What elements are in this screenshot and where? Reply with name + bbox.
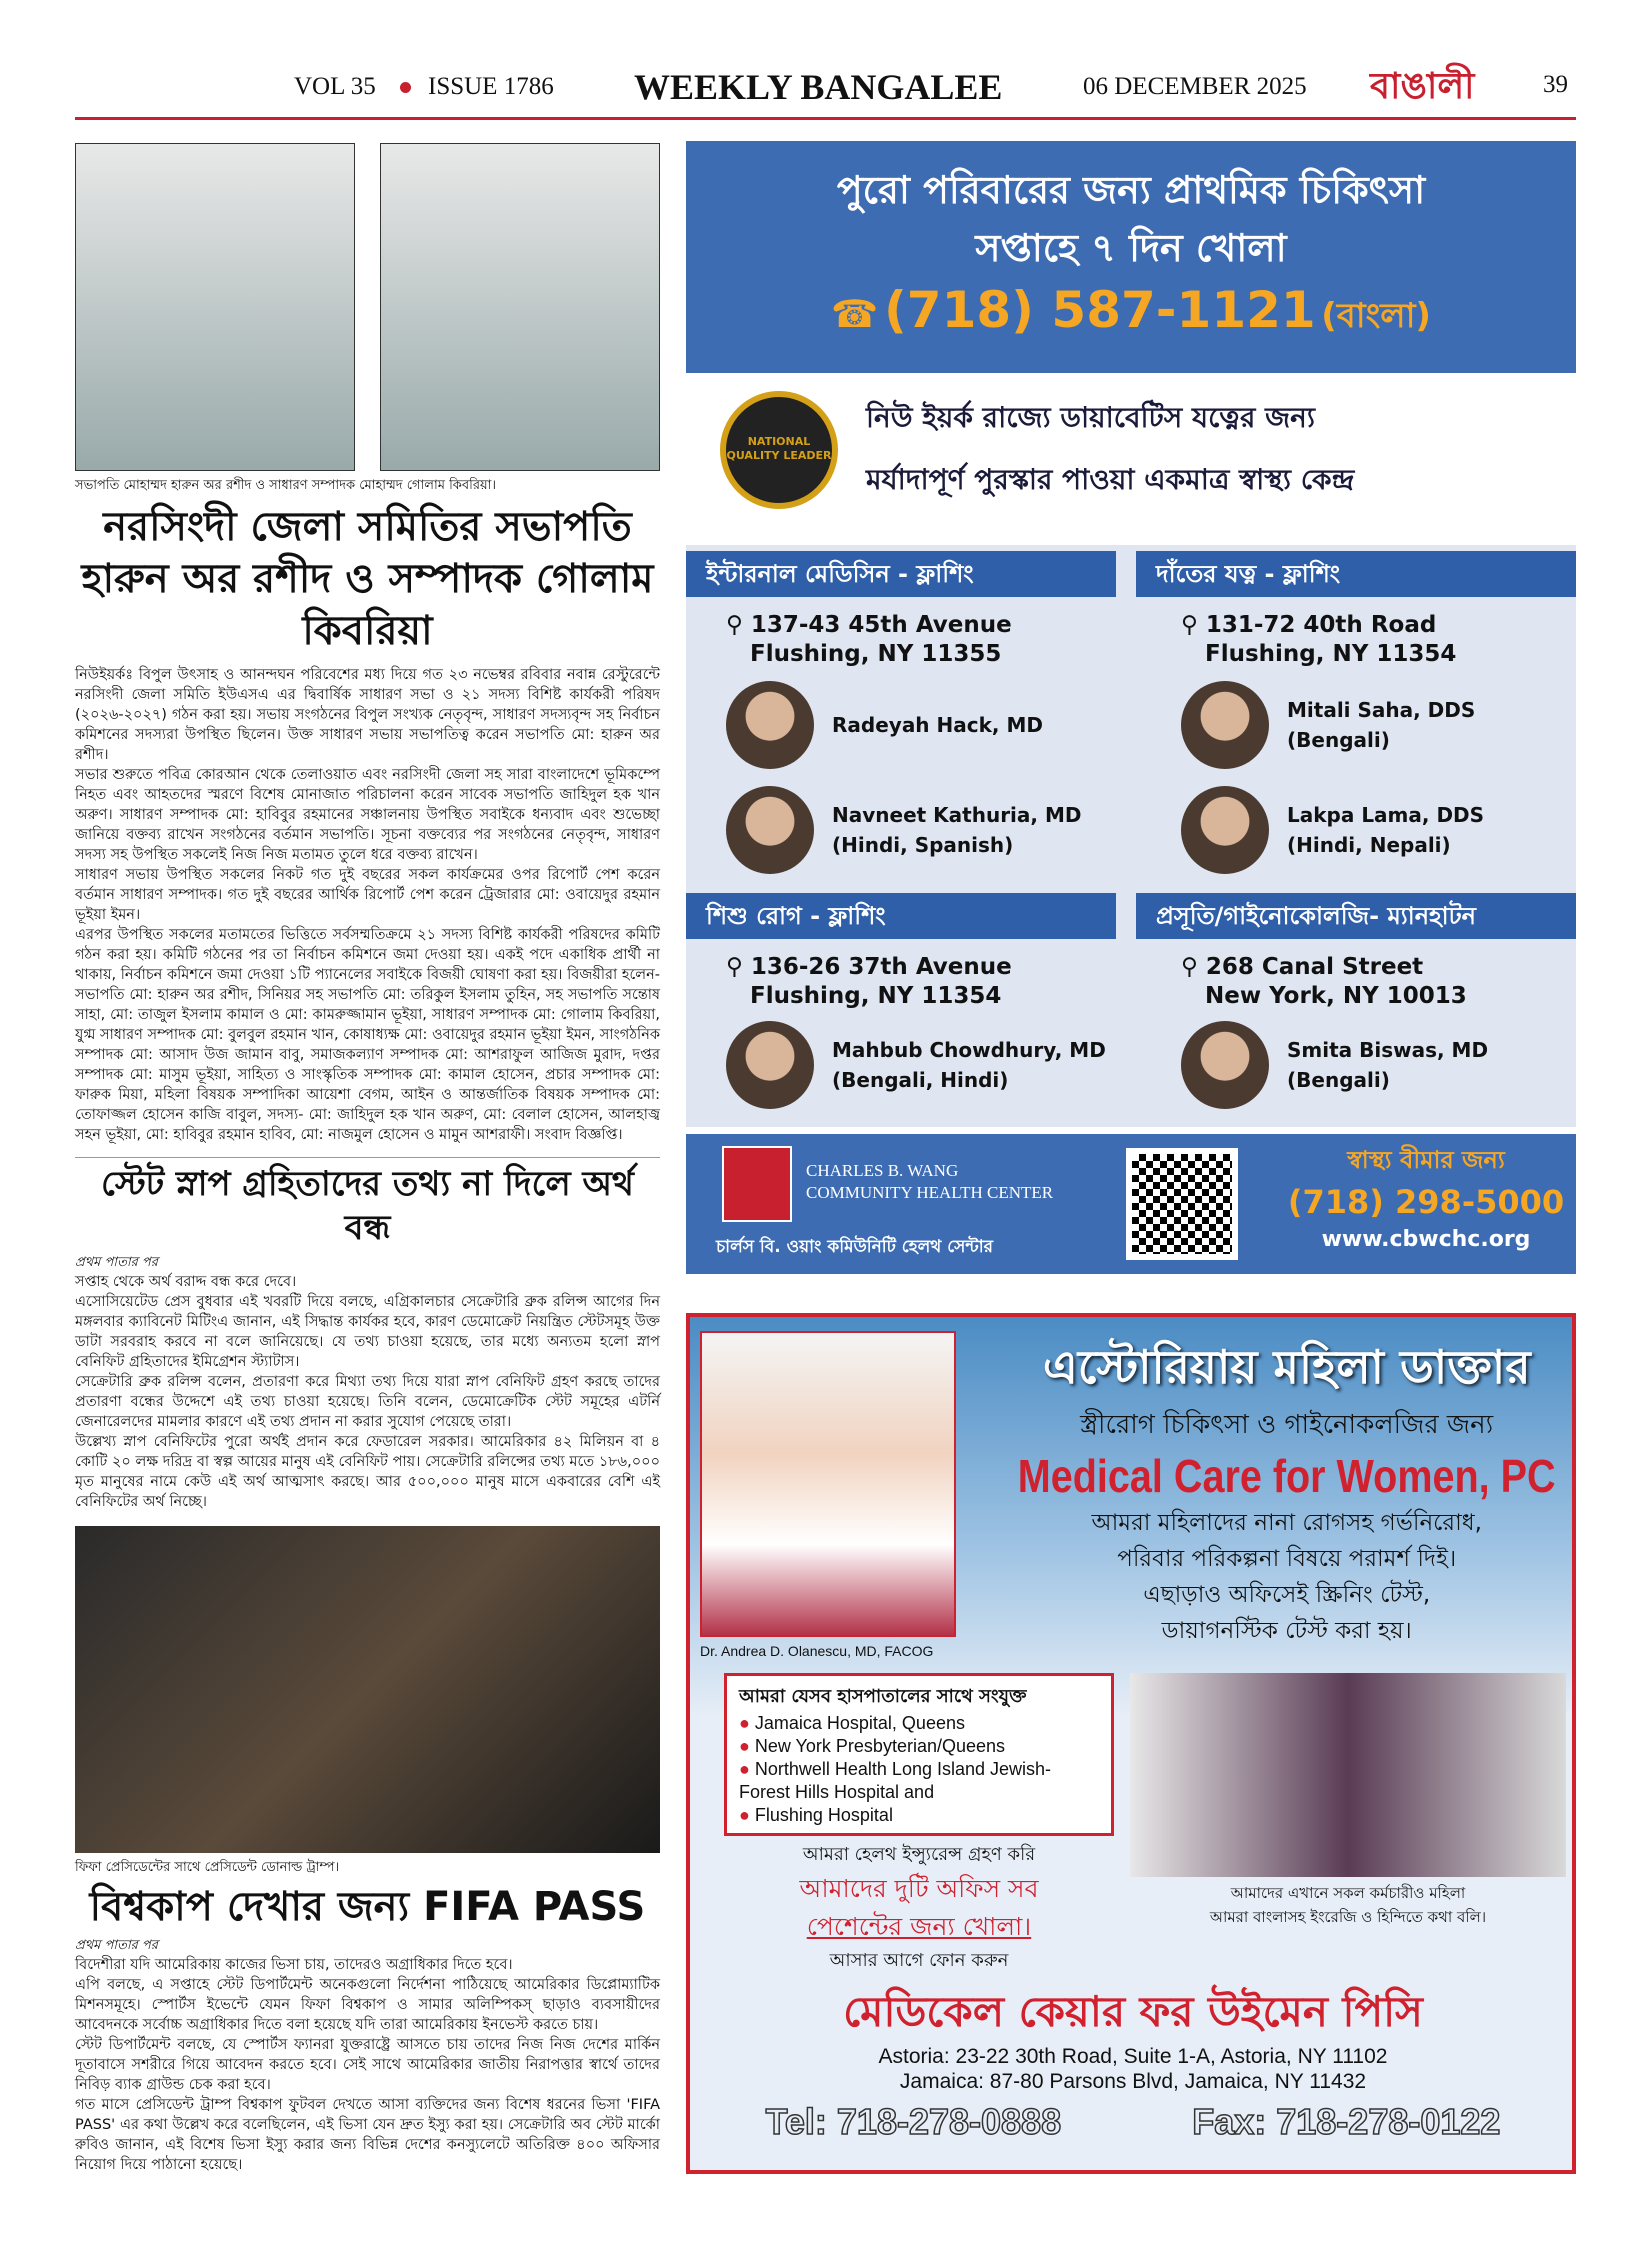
womens-care-ad [686,1313,1576,2174]
kicker: প্রথম পাতার পর [75,1255,158,1271]
section-obgyn: প্রসূতি/গাইনোকোলজি- ম্যানহাটন [1136,893,1576,939]
paragraph: সাধারণ সভায় উপস্থিত সকলের নিকট গত দুই বছরের সকল কার্যক্রমের ওপর রিপোর্ট পেশ করেন বর্তমান সাধারণ সম্পাদক। গত দুই বছরের আর্থিক রিপোর্ট পেশ করেন ট্রেজারার মো: ওবায়েদুর রহমান ভূইয়া ইমন। [75,867,660,923]
award-line1: নিউ ইয়র্ক রাজ্যে ডায়াবেটিস যত্নের জন্য [866,401,1316,434]
left-column [75,143,660,2175]
doctor-photo [1181,1021,1269,1109]
banner-line2: সপ্তাহে ৭ দিন খোলা [975,226,1287,270]
article-body [75,1254,660,1512]
hospital-item: ● New York Presbyterian/Queens [739,1736,1006,1756]
qr-code[interactable] [1126,1148,1238,1260]
ad-title: এস্টোরিয়ায় মহিলা ডাক্তার [1042,1340,1531,1394]
paper-name: WEEKLY BANGALEE [634,67,1003,107]
ad-subtitle: স্ত্রীরোগ চিকিৎসা ও গাইনোকলজির জন্য [1080,1410,1494,1440]
pin-icon: ⚲ [726,954,751,980]
headline: বিশ্বকাপ দেখার জন্য FIFA PASS [89,1884,646,1931]
bullet-dot [400,82,411,93]
section-internal-medicine: ইন্টারনাল মেডিসিন - ফ্লাশিং [686,551,1116,597]
address-internal: ⚲ 137-43 45th Avenue Flushing, NY 11355 [726,612,1012,667]
hospital-item: ● Jamaica Hospital, Queens [739,1713,965,1733]
photo-trump-fifa [75,1526,660,1853]
cbwchc-logo [722,1146,792,1222]
banner-phone[interactable]: (718) 587-1121 [883,281,1316,339]
volume: VOL 35 [294,73,376,100]
paragraph: স্টেট ডিপার্টমেন্ট বলছে, যে স্পোর্টস ফ্যানরা যুক্তরাষ্ট্রে আসতে চায় তাদের নিজ নিজ দেশের মার্কিন দূতাবাসে সশরীরে গিয়ে আবেদন করতে হবে। সেই সাথে আমেরিকার জাতীয় নিরাপত্তার স্বার্থে তাদের নিবিড় ব্যাক গ্রাউন্ড চেক করা হবে। [75,2037,660,2094]
doctor-photo [700,1331,956,1637]
footer-title: মেডিকেল কেয়ার ফর উইমেন পিসি [843,1987,1423,2036]
hospitals-box [724,1673,1114,1836]
doctor-card: Radeyah Hack, MD [726,681,1043,769]
page-number: 39 [1543,71,1568,98]
doctor-photo [726,786,814,874]
clinic-ad [686,141,1576,1274]
call-ahead: আসার আগে ফোন করুন [829,1950,1009,1971]
hospitals-title: আমরা যেসব হাসপাতালের সাথে সংযুক্ত [739,1686,1027,1707]
fax: Fax: 718-278-0122 [1192,2101,1501,2142]
logo: বাঙালী [1370,66,1475,107]
hospital-item: ● Northwell Health Long Island Jewish- Forest Hills Hospital and [739,1759,1052,1802]
doctor-card: Mitali Saha, DDS (Bengali) [1181,681,1475,769]
article-body [75,1937,660,2175]
paragraph: এরপর উপস্থিত সকলের মতামতের ভিত্তিতে সর্বসম্মতিক্রমে ২১ সদস্য বিশিষ্ট কার্যকরী পরিষদের কমিটি গঠন করা হয়। কমিটি গঠনের পর তা নির্বাচন কমিশনে জমা দেওয়া হয়। একই পদে একাধিক প্রার্থী না থাকায়, নির্বাচন কমিশনে জমা দেওয়া ১টি প্যানেলের সবাইকে বিজয়ী ঘোষণা করা হয়। বিজয়ীরা হলেন- সভাপতি মো: হারুন অর রশীদ, সিনিয়র সহ সভাপতি মো: তরিকুল ইসলাম তুহিন, সহ সভাপতি সন্তোষ সাহা, মো: তাজুল ইসলাম কামাল ও মো: কামরুজ্জামান ভূইয়া, সাধারণ সম্পাদক মো: গোলাম কিবরিয়া, যুগ্ম সাধারণ সম্পাদক মো: বুলবুল রহমান খান, কোষাধ্যক্ষ মো: ওবায়েদুর রহমান ভূইয়া ইমন, সাংগঠনিক সম্পাদক মো: আসাদ উজ জামান বাবু, সমাজকল্যাণ সম্পাদক মো: আশরাফুল আজিজ মুরাদ, দপ্তর সম্পাদক মো: মাসুম ভূইয়া, সাহিত্য ও সাংস্কৃতিক সম্পাদক মো: কামাল হোসেন, প্রচার সম্পাদক মো: ফারুক মিয়া, মহিলা বিষয়ক সম্পাদিকা আয়েশা বেগম, আইন ও আন্তর্জাতিক বিষয়ক সম্পাদক মো: তোফাজ্জল হোসেন কাজি বাবুল, সদস্য- মো: জাহিদুল হক খান অরুণ, মো: বেলাল হোসেন, আলহাজ্ব সহন ভূইয়া, মো: হাবিবুর রহমান হাবিব, মো: নাজমুল হোসেন ও মামুন আশরাফী। সংবাদ বিজ্ঞপ্তি। [75,927,660,1143]
section-dental: দাঁতের যত্ন - ফ্লাশিং [1136,551,1576,597]
article-body [75,665,660,1145]
clinic-footer: CHARLES B. WANG COMMUNITY HEALTH CENTER চার্লস বি. ওয়াং কমিউনিটি হেলথ সেন্টার স্বাস্থ্য বীমার জন্য (718) 298-5000 www.cbwchc.org [686,1134,1576,1274]
offices-open: আমাদের দুটি অফিস সব পেশেন্টের জন্য খোলা। [799,1874,1039,1941]
doctor-card: Smita Biswas, MD (Bengali) [1181,1021,1488,1109]
paragraph: বিদেশীরা যদি আমেরিকায় কাজের ভিসা চায়, তাদেরও অগ্রাধিকার দিতে হবে। [75,1957,513,1974]
paragraph: সভার শুরুতে পবিত্র কোরআন থেকে তেলাওয়াত এবং নরসিংদী জেলা সহ সারা বাংলাদেশে ভূমিকম্পে নিহত এবং আহতদের স্মরণে বিশেষ মোনাজাত পরিচালনা করেন সাবেক সভাপতি জাহিদুল হক খান অরুণ। সাধারণ সম্পাদক মো: হাবিবুর রহমানের সঞ্চালনায় উপস্থিত সবাইকে ধন্যবাদ এবং শুভেচ্ছা জানিয়ে বক্তব্য রাখেন সংগঠনের বর্তমান সভাপতি। সূচনা বক্তব্যের পর সংগঠনের নেতৃবৃন্দ, সাধারণ সদস্য সহ উপস্থিত সকলেই নিজ নিজ মতামত তুলে ধরে বক্তব্য রাখেন। [75,767,660,863]
staff-photo [1130,1673,1566,1877]
photo-president [75,143,355,471]
paragraph: গত মাসে প্রেসিডেন্ট ট্রাম্প বিশ্বকাপ ফুটবল দেখতে আসা ব্যক্তিদের জন্য বিশেষ ধরনের ভিসা 'FIFA PASS' এর কথা উল্লেখ করে বলেছিলেন, এই ভিসা যেন দ্রুত ইস্যু করা হয়। সেক্রেটারি অব স্টেট মার্কো রুবিও জানান, এই বিশেষ ভিসা ইস্যু করার জন্য বিভিন্ন দেশের কনস্যুলেটে অতিরিক্ত ৪০০ অফিসার নিয়োগ দিয়ে পাঠানো হয়েছে। [75,2097,660,2174]
doctor-photo [726,1021,814,1109]
award-line2: মর্যাদাপূর্ণ পুরস্কার পাওয়া একমাত্র স্বাস্থ্য কেন্দ্র [866,463,1355,496]
doctor-card: Lakpa Lama, DDS (Hindi, Nepali) [1181,786,1484,874]
doctor-photo [1181,681,1269,769]
address-pediatrics: ⚲ 136-26 37th Avenue Flushing, NY 11354 [726,954,1012,1009]
photo-secretary [380,143,660,471]
pin-icon: ⚲ [726,612,751,638]
insurance-phone[interactable]: (718) 298-5000 [1287,1183,1565,1221]
doctor-card: Mahbub Chowdhury, MD (Bengali, Hindi) [726,1021,1106,1109]
paragraph: সপ্তাহ থেকে অর্থ বরাদ্দ বন্ধ করে দেবে। [75,1274,297,1291]
org-name-bn: চার্লস বি. ওয়াং কমিউনিটি হেলথ সেন্টার [716,1237,994,1257]
issue-date: 06 DECEMBER 2025 [1083,73,1307,100]
phone-icon: ☎ [831,292,879,336]
photo-caption: সভাপতি মোহাম্মদ হারুন অর রশীদ ও সাধারণ সম্পাদক মোহাম্মদ গোলাম কিবরিয়া। [75,478,497,493]
tel[interactable]: Tel: 718-278-0888 [765,2101,1062,2142]
pin-icon: ⚲ [1181,612,1206,638]
paragraph: উল্লেখ্য স্নাপ বেনিফিটের পুরো অর্থই প্রদান করে ফেডারেল সরকার। আমেরিকার ৪২ মিলিয়ন বা ৪ কোটি ২০ লক্ষ দরিদ্র বা স্বল্প আয়ের মানুষ এই বেনিফিট পায়। সেক্রেটারি রলিন্সের তথ্য মতে ১৮৬,০০০ মৃত মানুষের নামে কেউ এই অর্থ আত্মসাৎ করছে। আর ৫০০,০০০ মানুষ মাসে একবারের বেশি এই বেনিফিটের অর্থ নিচ্ছে। [75,1434,660,1511]
address-obgyn: ⚲ 268 Canal Street New York, NY 10013 [1181,954,1467,1009]
paragraph: এপি বলছে, এ সপ্তাহে স্টেট ডিপার্টমেন্ট অনেকগুলো নির্দেশনা পাঠিয়েছে আমেরিকার ডিপ্লোম্যাটিক মিশনসমূহে। স্পোর্টস ইভেন্টে যেমন ফিফা বিশ্বকাপ ও সামার অলিম্পিকস্ ছাড়াও ব্যবসায়ীদের আবেদনকে সর্বোচ্চ অগ্রাধিকার দিতে বলা হয়েছে যদি তারা আমেরিকায় ইনভেস্ট করতে চায়। [75,1977,660,2034]
address-dental: ⚲ 131-72 40th Road Flushing, NY 11354 [1181,612,1457,667]
award-text [866,387,1566,511]
staff-caption: আমাদের এখানে সকল কর্মচারীও মহিলা আমরা বাংলাসহ ইংরেজি ও হিন্দিতে কথা বলি। [1209,1884,1487,1926]
doctor-photo [1181,786,1269,874]
issue: ISSUE 1786 [428,73,554,100]
service-description: আমরা মহিলাদের নানা রোগসহ গর্ভনিরোধ, পরিবার পরিকল্পনা বিষয়ে পরামর্শ দিই। এছাড়াও অফিসেই স্ক্রিনিং টেস্ট, ডায়াগনস্টিক টেস্ট করা হয়। [1091,1510,1482,1644]
quality-badge: NATIONAL QUALITY LEADER [720,391,838,509]
headline: স্টেট স্নাপ গ্রহিতাদের তথ্য না দিলে অর্থ বন্ধ [75,1157,660,1250]
section-pediatrics: শিশু রোগ - ফ্লাশিং [686,893,1116,939]
insurance-note: আমরা হেলথ ইন্স্যুরেন্স গ্রহণ করি [802,1844,1036,1865]
paragraph: এসোসিয়েটেড প্রেস বুধবার এই খবরটি দিয়ে বলছে, এগ্রিকালচার সেক্রেটারি ব্রুক রলিন্স আগের দিন মঙ্গলবার ক্যাবিনেট মিটিংএ জানান, এই সিদ্ধান্ত কার্যকর হবে, কারণ ডেমোক্রেট নিয়ন্ত্রিত স্টেটসমূহ উক্ত ডাটা সরবরাহ করবে না বলে জানিয়েছে। যে তথ্য চাওয়া হয়েছে, তার মধ্যে অন্যতম হলো স্নাপ বেনিফিট গ্রহিতাদের ইমিগ্রেশন স্ট্যাটাস। [75,1294,660,1371]
header-rule [75,117,1576,120]
photo-caption: ফিফা প্রেসিডেন্টের সাথে প্রেসিডেন্ট ডোনাল্ড ট্রাম্প। [75,1860,340,1876]
doctor-photo [726,681,814,769]
paragraph: সেক্রেটারি ব্রুক রলিন্স বলেন, প্রতারণা করে মিথ্যা তথ্য দিয়ে যারা স্নাপ বেনিফিট গ্রহণ করছে তাদের প্রতারণা বন্ধের উদ্দেশে এই তথ্য চাওয়া হয়েছে। তিনি বলেন, ডেমোক্রেটিক স্টেট সমূহের এটর্নি জেনারেলদের মামলার কারণে এই তথ্য প্রদান না করার সুযোগ পেয়েছে তারা। [75,1374,660,1431]
doctor-card: Navneet Kathuria, MD (Hindi, Spanish) [726,786,1081,874]
hospital-item: ● Flushing Hospital [739,1805,893,1825]
banner-line1: পুরো পরিবারের জন্য প্রাথমিক চিকিৎসা [836,168,1426,212]
website[interactable]: www.cbwchc.org [1321,1227,1531,1252]
doctor-caption: Dr. Andrea D. Olanescu, MD, FACOG [700,1643,934,1659]
practice-name: Medical Care for Women, PC [1017,1450,1556,1502]
addresses: Astoria: 23-22 30th Road, Suite 1-A, Astoria, NY 11102 Jamaica: 87-80 Parsons Blvd, Jamaica, NY 11432 [878,2045,1388,2093]
paragraph: নিউইয়র্কঃ বিপুল উৎসাহ ও আনন্দঘন পরিবেশের মধ্য দিয়ে গত ২৩ নভেম্বর রবিবার নবান্ন রেস্টুরেন্টে নরসিংদী জেলা সমিতি ইউএসএ এর দ্বিবার্ষিক সাধারণ সভা ও ২১ সদস্য বিশিষ্ট কার্যকরী পরিষদ (২০২৬-২০২৭) গঠন করা হয়। সভায় সংগঠনের বিপুল সংখ্যক নেতৃবৃন্দ, সাধারণ সদস্যবৃন্দ সহ নির্বাচন কমিশনের সদস্যরা উপস্থিত ছিলেন। উক্ত সাধারণ সভায় সভাপতিত্ব করেন সভাপতি মো: হারুন অর রশীদ। [75,667,660,763]
insurance-label: স্বাস্থ্য বীমার জন্য [1347,1146,1505,1174]
org-name: CHARLES B. WANG [806,1161,959,1180]
kicker: প্রথম পাতার পর [75,1938,158,1954]
pin-icon: ⚲ [1181,954,1206,980]
headline: নরসিংদী জেলা সমিতির সভাপতি হারুন অর রশীদ ও সম্পাদক গোলাম কিবরিয়া [81,504,654,654]
clinic-banner [686,141,1576,373]
banner-phone-lang: (বাংলা) [1321,296,1431,336]
